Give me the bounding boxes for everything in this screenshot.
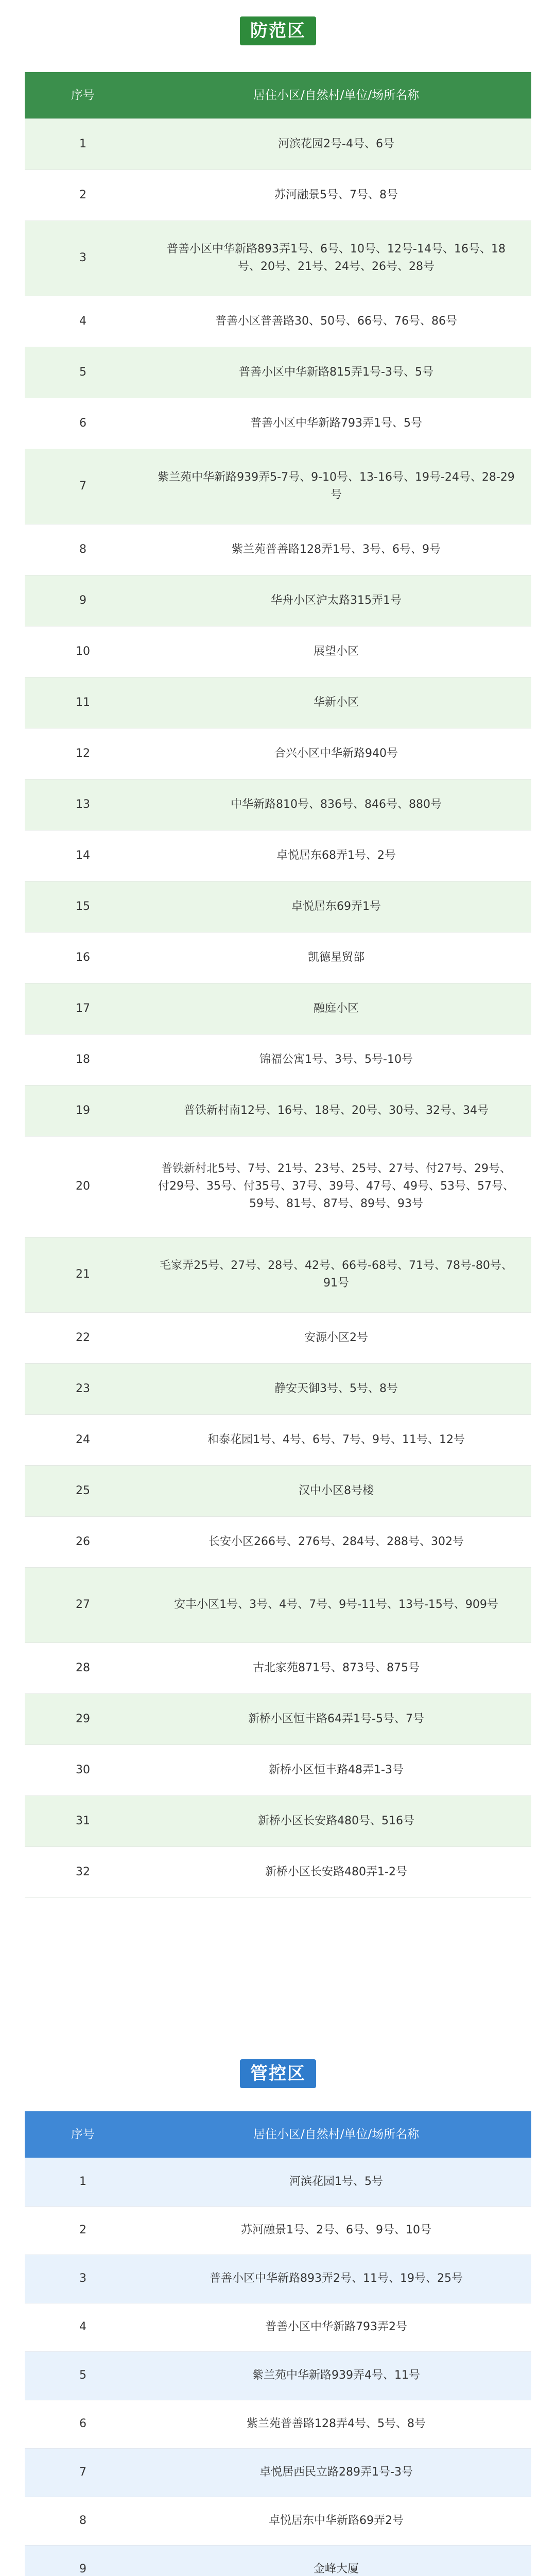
- row-place-name: 安丰小区1号、3号、4号、7号、9号-11号、13号-15号、909号: [141, 1567, 531, 1642]
- table-row: [25, 2206, 531, 2255]
- row-seq: 6: [25, 398, 141, 449]
- table-row: [25, 626, 531, 677]
- table-row: [25, 1642, 531, 1693]
- row-place-name: 华新小区: [141, 677, 531, 728]
- prevention-zone-table: [25, 72, 531, 1898]
- row-place-name: 普铁新村北5号、7号、21号、23号、25号、27号、付27号、29号、付29号、35号、付35号、37号、39号、47号、49号、53号、57号、59号、81号、87号、89号、93号: [141, 1136, 531, 1237]
- table-row: [25, 1237, 531, 1312]
- table-row: [25, 1795, 531, 1846]
- row-place-name: 紫兰苑普善路128弄1号、3号、6号、9号: [141, 524, 531, 575]
- row-place-name: 古北家苑871号、873号、875号: [141, 1642, 531, 1693]
- table-row: [25, 1085, 531, 1136]
- row-place-name: 紫兰苑中华新路939弄5-7号、9-10号、13-16号、19号-24号、28-29号: [141, 449, 531, 524]
- table-row: [25, 881, 531, 932]
- row-seq: 9: [25, 575, 141, 626]
- row-seq: 28: [25, 1642, 141, 1693]
- row-seq: 1: [25, 2158, 141, 2206]
- prevention-zone-title: 防范区: [240, 16, 316, 45]
- row-place-name: 合兴小区中华新路940号: [141, 728, 531, 779]
- row-seq: 8: [25, 524, 141, 575]
- table-row: [25, 983, 531, 1034]
- row-seq: 30: [25, 1744, 141, 1795]
- prevention-zone-rows: [25, 118, 531, 1897]
- row-place-name: 安源小区2号: [141, 1312, 531, 1363]
- table-row: [25, 932, 531, 983]
- row-place-name: 汉中小区8号楼: [141, 1465, 531, 1516]
- row-seq: 10: [25, 626, 141, 677]
- row-place-name: 河滨花园1号、5号: [141, 2158, 531, 2206]
- row-place-name: 普善小区中华新路793弄1号、5号: [141, 398, 531, 449]
- row-place-name: 锦福公寓1号、3号、5号-10号: [141, 1034, 531, 1085]
- row-seq: 8: [25, 2497, 141, 2545]
- row-place-name: 金峰大厦: [141, 2545, 531, 2576]
- column-header-name: 居住小区/自然村/单位/场所名称: [141, 2111, 531, 2158]
- row-place-name: 卓悦居东中华新路69弄2号: [141, 2497, 531, 2545]
- row-place-name: 华舟小区沪太路315弄1号: [141, 575, 531, 626]
- table-row: [25, 1312, 531, 1363]
- row-place-name: 紫兰苑普善路128弄4号、5号、8号: [141, 2400, 531, 2448]
- row-place-name: 新桥小区长安路480弄1-2号: [141, 1846, 531, 1897]
- row-seq: 7: [25, 2448, 141, 2497]
- row-seq: 26: [25, 1516, 141, 1567]
- table-row: [25, 1846, 531, 1897]
- row-seq: 16: [25, 932, 141, 983]
- table-row: [25, 449, 531, 524]
- table-row: [25, 1136, 531, 1237]
- column-header-seq: 序号: [25, 2111, 141, 2158]
- row-place-name: 卓悦居西民立路289弄1号-3号: [141, 2448, 531, 2497]
- column-header-name: 居住小区/自然村/单位/场所名称: [141, 72, 531, 118]
- table-row: [25, 2400, 531, 2448]
- row-seq: 5: [25, 347, 141, 398]
- table-row: [25, 575, 531, 626]
- table-row: [25, 1465, 531, 1516]
- row-seq: 32: [25, 1846, 141, 1897]
- row-seq: 1: [25, 118, 141, 170]
- row-seq: 12: [25, 728, 141, 779]
- row-seq: 18: [25, 1034, 141, 1085]
- table-row: [25, 221, 531, 296]
- table-row: [25, 1567, 531, 1642]
- table-row: [25, 398, 531, 449]
- table-row: [25, 347, 531, 398]
- table-row: [25, 2303, 531, 2351]
- control-zone-title: 管控区: [240, 2059, 316, 2088]
- table-row: [25, 1414, 531, 1465]
- table-row: [25, 1516, 531, 1567]
- row-seq: 25: [25, 1465, 141, 1516]
- table-row: [25, 1363, 531, 1414]
- row-seq: 31: [25, 1795, 141, 1846]
- row-seq: 17: [25, 983, 141, 1034]
- control-zone-table: [25, 2111, 531, 2576]
- table-row: [25, 2351, 531, 2400]
- row-place-name: 卓悦居东68弄1号、2号: [141, 830, 531, 881]
- table-row: [25, 677, 531, 728]
- row-seq: 21: [25, 1237, 141, 1312]
- table-row: [25, 118, 531, 170]
- column-header-seq: 序号: [25, 72, 141, 118]
- row-place-name: 毛家弄25号、27号、28号、42号、66号-68号、71号、78号-80号、91号: [141, 1237, 531, 1312]
- row-place-name: 新桥小区恒丰路48弄1-3号: [141, 1744, 531, 1795]
- table-row: [25, 2497, 531, 2545]
- table-row: [25, 830, 531, 881]
- row-place-name: 普铁新村南12号、16号、18号、20号、30号、32号、34号: [141, 1085, 531, 1136]
- row-place-name: 和泰花园1号、4号、6号、7号、9号、11号、12号: [141, 1414, 531, 1465]
- row-place-name: 河滨花园2号-4号、6号: [141, 118, 531, 170]
- row-seq: 3: [25, 221, 141, 296]
- row-seq: 29: [25, 1693, 141, 1744]
- row-seq: 19: [25, 1085, 141, 1136]
- row-place-name: 普善小区普善路30、50号、66号、76号、86号: [141, 296, 531, 347]
- row-seq: 14: [25, 830, 141, 881]
- row-seq: 24: [25, 1414, 141, 1465]
- table-row: [25, 1693, 531, 1744]
- table-row: [25, 2255, 531, 2303]
- row-place-name: 普善小区中华新路793弄2号: [141, 2303, 531, 2351]
- row-place-name: 普善小区中华新路893弄1号、6号、10号、12号-14号、16号、18号、20号、21号、24号、26号、28号: [141, 221, 531, 296]
- table-row: [25, 2545, 531, 2576]
- row-seq: 15: [25, 881, 141, 932]
- row-place-name: 卓悦居东69弄1号: [141, 881, 531, 932]
- row-seq: 7: [25, 449, 141, 524]
- row-seq: 11: [25, 677, 141, 728]
- row-seq: 4: [25, 296, 141, 347]
- row-place-name: 苏河融景5号、7号、8号: [141, 170, 531, 221]
- row-seq: 23: [25, 1363, 141, 1414]
- row-place-name: 普善小区中华新路893弄2号、11号、19号、25号: [141, 2255, 531, 2303]
- row-seq: 13: [25, 779, 141, 830]
- row-seq: 2: [25, 2206, 141, 2255]
- row-seq: 22: [25, 1312, 141, 1363]
- row-seq: 2: [25, 170, 141, 221]
- row-seq: 9: [25, 2545, 141, 2576]
- row-place-name: 融庭小区: [141, 983, 531, 1034]
- table-row: [25, 728, 531, 779]
- row-place-name: 新桥小区恒丰路64弄1号-5号、7号: [141, 1693, 531, 1744]
- table-row: [25, 296, 531, 347]
- table-header-row: [25, 2111, 531, 2158]
- table-row: [25, 1744, 531, 1795]
- row-seq: 20: [25, 1136, 141, 1237]
- table-row: [25, 524, 531, 575]
- row-seq: 6: [25, 2400, 141, 2448]
- row-place-name: 中华新路810号、836号、846号、880号: [141, 779, 531, 830]
- row-place-name: 凯德星贸部: [141, 932, 531, 983]
- row-seq: 4: [25, 2303, 141, 2351]
- row-place-name: 苏河融景1号、2号、6号、9号、10号: [141, 2206, 531, 2255]
- table-row: [25, 170, 531, 221]
- row-place-name: 普善小区中华新路815弄1号-3号、5号: [141, 347, 531, 398]
- table-row: [25, 2158, 531, 2206]
- row-seq: 27: [25, 1567, 141, 1642]
- row-seq: 5: [25, 2351, 141, 2400]
- table-row: [25, 779, 531, 830]
- table-row: [25, 2448, 531, 2497]
- row-place-name: 长安小区266号、276号、284号、288号、302号: [141, 1516, 531, 1567]
- row-place-name: 展望小区: [141, 626, 531, 677]
- table-header-row: [25, 72, 531, 118]
- row-seq: 3: [25, 2255, 141, 2303]
- control-zone-rows: [25, 2158, 531, 2576]
- row-place-name: 静安天御3号、5号、8号: [141, 1363, 531, 1414]
- table-row: [25, 1034, 531, 1085]
- row-place-name: 新桥小区长安路480号、516号: [141, 1795, 531, 1846]
- row-place-name: 紫兰苑中华新路939弄4号、11号: [141, 2351, 531, 2400]
